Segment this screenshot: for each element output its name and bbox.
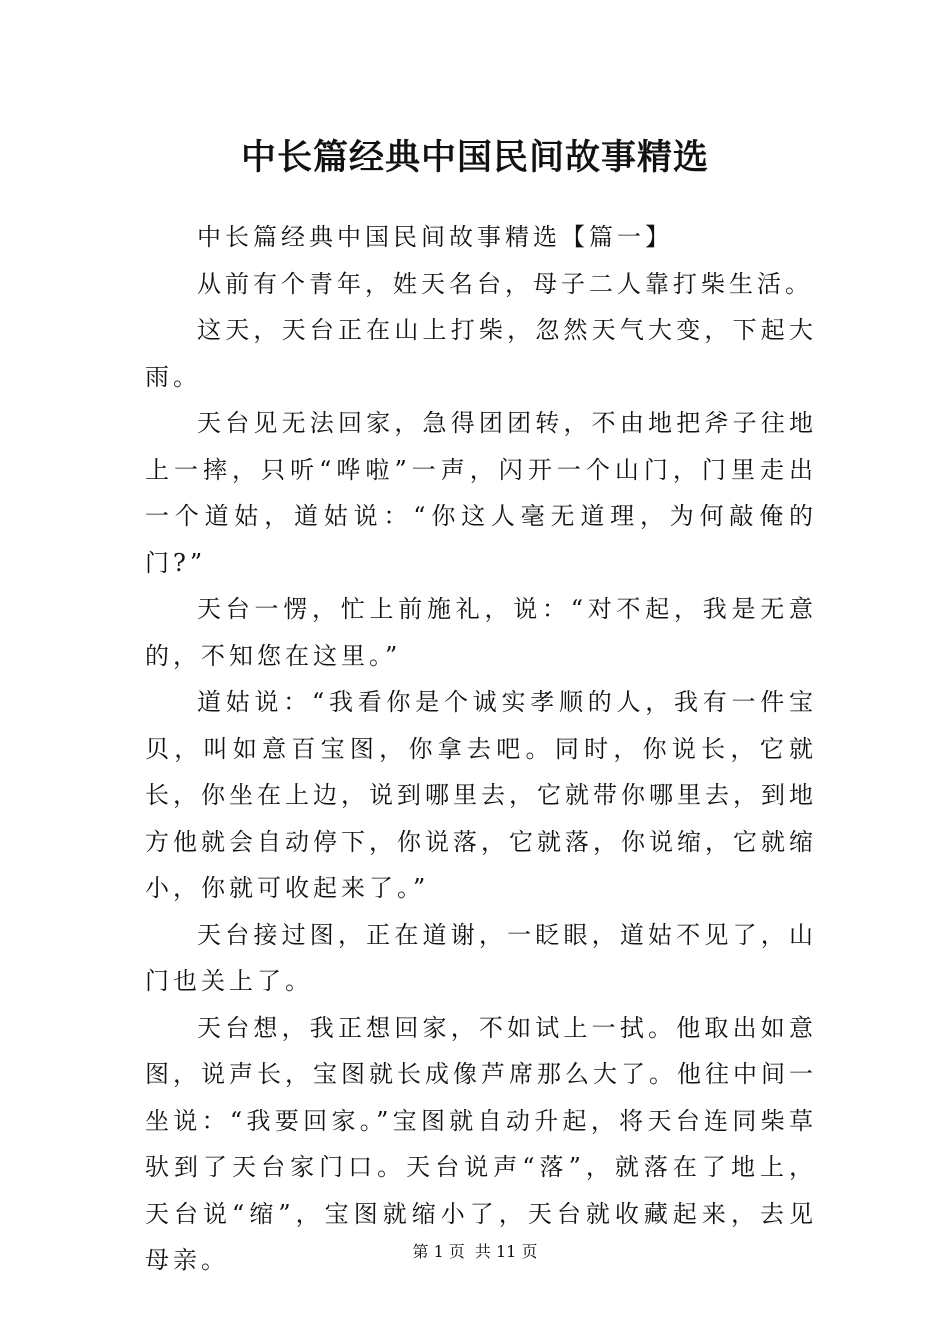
paragraph: 从前有个青年，姓天名台，母子二人靠打柴生活。 bbox=[197, 269, 813, 298]
paragraph: 天台一愣，忙上前施礼，说：“对不起，我是无意的，不知您在这里。” bbox=[145, 595, 817, 670]
page-number: 第 1 页 bbox=[412, 1242, 465, 1261]
page-footer bbox=[0, 1240, 950, 1264]
document-title: 中长篇经典中国民间故事精选 bbox=[240, 137, 709, 178]
document-body bbox=[145, 214, 817, 1284]
paragraph: 天台见无法回家，急得团团转，不由地把斧子往地上一摔，只听“哗啦”一声，闪开一个山门，门里走出一个道姑，道姑说：“你这人毫无道理，为何敲俺的门?” bbox=[145, 409, 817, 577]
paragraph: 这天，天台正在山上打柴，忽然天气大变，下起大雨。 bbox=[145, 316, 817, 391]
paragraph-heading: 中长篇经典中国民间故事精选【篇一】 bbox=[197, 223, 673, 251]
paragraph: 天台想，我正想回家，不如试上一拭。他取出如意图，说声长，宝图就长成像芦席那么大了。他往中间一坐说：“我要回家。”宝图就自动升起，将天台连同柴草驮到了天台家门口。天台说声“落”，就落在了地上，天台说“缩”，宝图就缩小了，天台就收藏起来，去见母亲。 bbox=[145, 1013, 817, 1274]
page-total: 共 11 页 bbox=[474, 1242, 538, 1261]
paragraph: 道姑说：“我看你是个诚实孝顺的人，我有一件宝贝，叫如意百宝图，你拿去吧。同时，你说长，它就长，你坐在上边，说到哪里去，它就带你哪里去，到地方他就会自动停下，你说落，它就落，你说缩，它就缩小，你就可收起来了。” bbox=[145, 688, 817, 902]
paragraph: 天台接过图，正在道谢，一眨眼，道姑不见了，山门也关上了。 bbox=[145, 920, 817, 995]
